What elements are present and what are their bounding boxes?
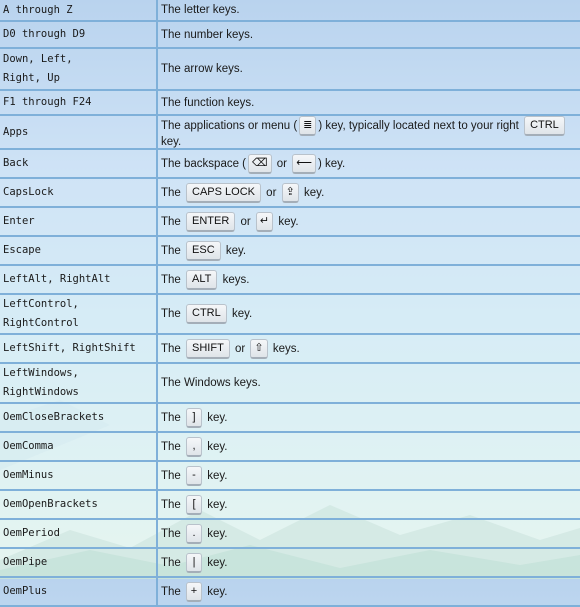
table-row [0, 403, 580, 432]
table-row [0, 432, 580, 461]
caps-lock-key-icon: ⇪ [282, 183, 299, 203]
key-description-cell [157, 178, 580, 207]
keycap: + [186, 582, 202, 602]
description-text: The arrow keys. [161, 63, 243, 75]
description-text: The [161, 440, 185, 453]
key-name-text: OemPipe [3, 556, 48, 568]
key-description-cell [157, 0, 580, 21]
key-name-text: OemOpenBrackets [3, 498, 98, 510]
description-text: The [161, 244, 185, 257]
description-text: The letter keys. [161, 4, 240, 16]
description-text: The [161, 186, 185, 199]
description-text: key. [204, 527, 228, 540]
key-description-cell [157, 519, 580, 548]
key-description-cell [157, 490, 580, 519]
key-name-cell [0, 21, 157, 48]
key-description-cell [157, 548, 580, 577]
key-name-cell [0, 149, 157, 178]
keycap: . [186, 524, 202, 544]
table-row [0, 115, 580, 149]
key-name-cell [0, 519, 157, 548]
description-text: key. [204, 556, 228, 569]
table-row [0, 178, 580, 207]
table-row [0, 236, 580, 265]
keycap: | [186, 553, 202, 573]
key-description-cell [157, 90, 580, 115]
description-text: The [161, 215, 185, 228]
key-name-text: Escape [3, 244, 41, 256]
shift-key-icon: ⇧ [250, 339, 267, 359]
description-text: The function keys. [161, 96, 255, 109]
description-text: or [237, 215, 254, 228]
description-text: The [161, 469, 185, 482]
description-text: The [161, 556, 185, 569]
table-row [0, 490, 580, 519]
key-name-cell [0, 577, 157, 606]
description-text: ) key. [317, 157, 346, 170]
key-name-cell [0, 461, 157, 490]
key-name-cell [0, 334, 157, 363]
key-name-cell [0, 490, 157, 519]
keycap: SHIFT [186, 339, 230, 359]
description-text: or [262, 186, 280, 199]
key-name-text: OemPlus [3, 585, 48, 597]
description-text: key. [204, 498, 228, 511]
key-description-cell [157, 115, 580, 149]
key-name-text: OemMinus [3, 469, 54, 481]
key-name-cell [0, 265, 157, 294]
key-name-text: CapsLock [3, 186, 54, 198]
table-row [0, 461, 580, 490]
key-name-text: LeftShift, RightShift [3, 342, 136, 354]
key-name-cell [0, 48, 157, 90]
description-text: ) key, typically located next to your right [318, 120, 523, 133]
table-row [0, 363, 580, 403]
description-text: The backspace ( [161, 157, 247, 170]
description-text: key. [222, 244, 247, 257]
description-text: The number keys. [161, 28, 254, 41]
key-name-text: OemComma [3, 440, 54, 452]
description-text: or [273, 157, 291, 170]
keycap: - [186, 466, 202, 486]
key-name-text: Down, Left, [3, 53, 73, 65]
description-text: The [161, 308, 185, 321]
description-text: The [161, 527, 185, 540]
description-text: The [161, 342, 185, 355]
description-text: keys. [269, 342, 300, 355]
keycap: CTRL [186, 304, 227, 324]
key-name-text: A through Z [3, 3, 73, 16]
keycap: , [186, 437, 202, 457]
description-text: key. [161, 136, 182, 148]
key-name-cell [0, 207, 157, 236]
keycap: ESC [186, 241, 221, 261]
key-name-text: F1 through F24 [3, 96, 92, 108]
key-name-text: OemPeriod [3, 527, 60, 539]
keycap: CAPS LOCK [186, 183, 261, 203]
key-name-cell [0, 236, 157, 265]
table-row [0, 577, 580, 606]
table-row [0, 90, 580, 115]
key-name-cell [0, 178, 157, 207]
key-name-cell [0, 115, 157, 149]
description-text: key. [228, 308, 253, 321]
keycap: ENTER [186, 212, 235, 232]
table-row [0, 294, 580, 334]
table-row [0, 0, 580, 21]
description-text: key. [204, 469, 228, 482]
key-name-cell [0, 432, 157, 461]
key-name-text: LeftAlt, RightAlt [3, 273, 111, 285]
description-text: or [231, 342, 249, 355]
key-name-text: Back [3, 157, 29, 169]
key-name-text: LeftControl, RightControl [3, 298, 79, 329]
description-text: The Windows keys. [161, 377, 261, 389]
table-row [0, 21, 580, 48]
table-row [0, 334, 580, 363]
left-arrow-key-icon: ⟵ [292, 154, 316, 174]
key-name-cell [0, 90, 157, 115]
table-row [0, 48, 580, 90]
key-description-cell [157, 207, 580, 236]
key-name-text: Apps [3, 125, 29, 138]
table-row [0, 207, 580, 236]
description-text: The [161, 273, 185, 286]
table-row [0, 519, 580, 548]
description-text: key. [204, 585, 228, 598]
keycap: [ [186, 495, 202, 515]
key-description-cell [157, 363, 580, 403]
description-text: key. [204, 411, 228, 424]
key-description-cell [157, 294, 580, 334]
key-name-text: Right, Up [3, 72, 60, 84]
description-text: key. [204, 440, 228, 453]
description-text: key. [275, 215, 299, 228]
key-description-cell [157, 236, 580, 265]
menu-key-icon: ≣ [299, 116, 316, 136]
key-name-cell [0, 403, 157, 432]
keycap: ALT [186, 270, 217, 290]
key-name-cell [0, 294, 157, 334]
key-description-cell [157, 577, 580, 606]
key-description-cell [157, 461, 580, 490]
keycap: CTRL [524, 116, 565, 136]
key-name-text: D0 through D9 [3, 28, 86, 40]
key-name-text: LeftWindows, RightWindows [3, 367, 79, 398]
key-description-cell [157, 21, 580, 48]
table-row [0, 265, 580, 294]
key-description-cell [157, 149, 580, 178]
key-name-cell [0, 363, 157, 403]
key-name-text: OemCloseBrackets [3, 411, 105, 423]
key-name-text: Enter [3, 215, 35, 227]
enter-key-icon: ↵ [256, 212, 273, 232]
key-description-cell [157, 334, 580, 363]
description-text: The [161, 498, 185, 511]
key-name-cell [0, 0, 157, 21]
keycap: ] [186, 408, 202, 428]
key-description-cell [157, 265, 580, 294]
key-name-cell [0, 548, 157, 577]
table-row [0, 149, 580, 178]
backspace-key-icon: ⌫ [248, 154, 272, 174]
description-text: keys. [219, 273, 250, 286]
key-description-cell [157, 48, 580, 90]
description-text: The [161, 411, 185, 424]
description-text: The applications or menu ( [161, 120, 298, 133]
key-description-cell [157, 432, 580, 461]
description-text: The [161, 585, 185, 598]
table-row [0, 548, 580, 577]
description-text: key. [300, 186, 325, 199]
key-description-cell [157, 403, 580, 432]
